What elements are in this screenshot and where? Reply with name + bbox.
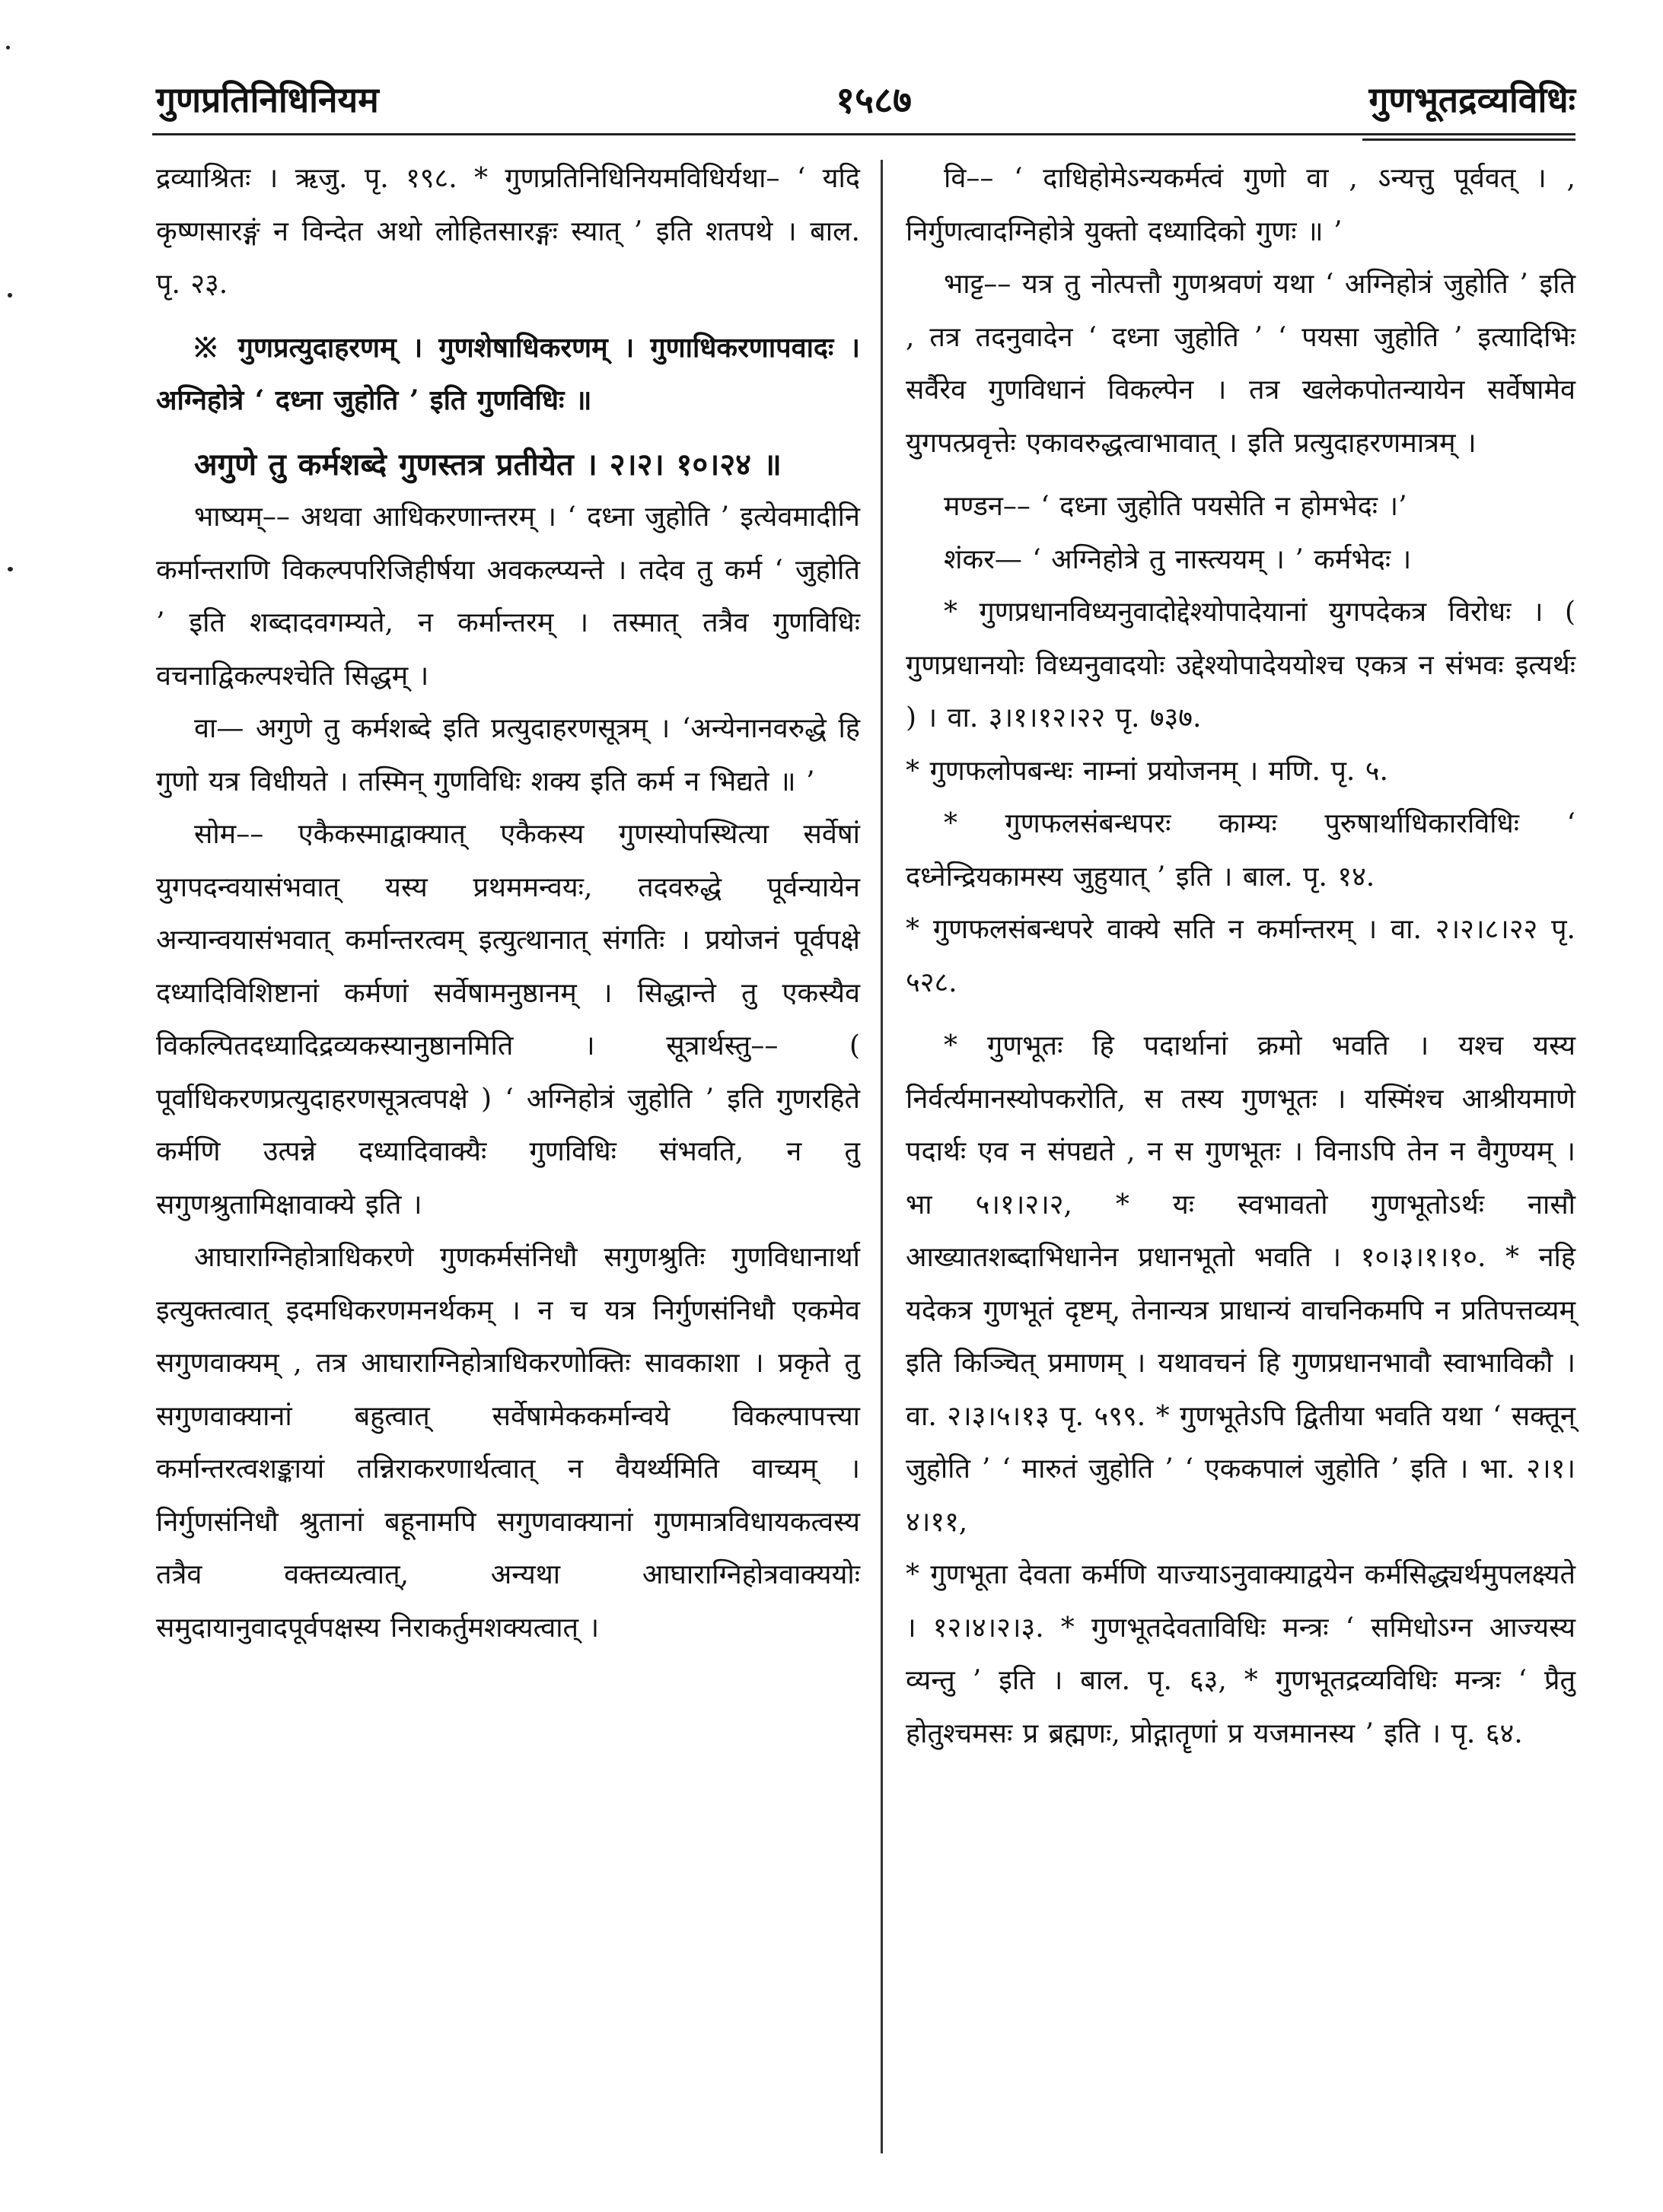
header-left-title: गुणप्रतिनिधिनियम [156,79,379,120]
header-rule [152,133,1575,135]
paragraph: द्रव्याश्रितः । ऋजु. पृ. १९८. * गुणप्रतिनिधिनियमविधिर्यथा– ‘ यदि कृष्णसारङ्गं न विन्देत अथो लोहितसारङ्गः स्यात् ’ इति शतपथे । बाल. पृ. २३. [156,163,860,300]
paragraph: शंकर— ‘ अग्निहोत्रे तु नास्त्ययम् । ’ कर्मभेदः । [944,543,1412,575]
paragraph: वा— अगुणे तु कर्मशब्दे इति प्रत्युदाहरणसूत्रम् । ‘अन्येनानवरुद्धे हि गुणो यत्र विधीयते । तस्मिन् गुणविधिः शक्य इति कर्म न भिद्यते ॥ ’ [156,713,860,797]
header-right-title: गुणभूतद्रव्यविधिः [1368,79,1575,120]
paragraph: मण्डन–– ‘ दध्ना जुहोति पयसेति न होमभेदः ।’ [944,491,1407,522]
paragraph: ※ गुणप्रत्युदाहरणम् । गुणशेषाधिकरणम् । गुणाधिकरणापवादः । अग्निहोत्रे ‘ दध्ना जुहोति ’ इति गुणविधिः ॥ [156,331,860,416]
right-column [906,152,1575,1760]
paragraph: भाट्ट–– यत्र तु नोत्पत्तौ गुणश्रवणं यथा ‘ अग्निहोत्रं जुहोति ’ इति , तत्र तदनुवादेन ‘ दध्ना जुहोति ’ ‘ पयसा जुहोति ’ इत्यादिभिः सर्वैरेव गुणविधानं विकल्पेन । तत्र खलेकपोतन्यायेन सर्वेषामेव युगपत्प्रवृत्तेः एकावरुद्धत्वाभावात् । इति प्रत्युदाहरणमात्रम् । [906,269,1575,459]
paragraph: * गुणप्रधानविध्यनुवादोद्देश्योपादेयानां युगपदेकत्र विरोधः । ( गुणप्रधानयोः विध्यनुवादयोः उद्देश्योपादेययोश्च एकत्र न संभवः इत्यर्थः ) । वा. ३।१।१२।२२ पृ. ७३७. [906,597,1575,734]
paragraph: भाष्यम्–– अथवा आधिकरणान्तरम् । ‘ दध्ना जुहोति ’ इत्येवमादीनि कर्मान्तराणि विकल्पपरिजिहीर्षया अवकल्प्यन्ते । तदेव तु कर्म ‘ जुहोति ’ इति शब्दादवगम्यते, न कर्मान्तरम् । तस्मात् तत्रैव गुणविधिः वचनाद्विकल्पश्चेति सिद्धम् । [156,501,860,692]
page-number: १५८७ [836,78,913,122]
running-header [156,72,1575,126]
paragraph: * गुणभूता देवता कर्मणि याज्याऽनुवाक्याद्वयेन कर्मसिद्ध्यर्थमुपलक्ष्यते । १२।४।२।३. * गुणभूतदेवताविधिः मन्त्रः ‘ समिधोऽग्न आज्यस्य व्यन्तु ’ इति । बाल. पृ. ६३, * गुणभूतद्रव्यविधिः मन्त्रः ‘ प्रैतु होतुश्चमसः प्र ब्रह्मणः, प्रोद्गातॄणां प्र यजमानस्य ’ इति । पृ. ६४. [906,1559,1575,1749]
left-column [156,152,860,1654]
sutra: अगुणे तु कर्मशब्दे गुणस्तत्र प्रतीयेत । २।२। १०।२४ ॥ [194,446,782,482]
paragraph: * गुणभूतः हि पदार्थानां क्रमो भवति । यश्च यस्य निर्वर्त्यमानस्योपकरोति, स तस्य गुणभूतः । यस्मिंश्च आश्रीयमाणे पदार्थः एव न संपद्यते , न स गुणभूतः । विनाऽपि तेन न वैगुण्यम् । भा ५।१।२।२, * यः स्वभावतो गुणभूतोऽर्थः नासौ आख्यातशब्दाभिधानेन प्रधानभूतो भवति । १०।३।१।१०. * नहि यदेकत्र गुणभूतं दृष्टम्, तेनान्यत्र प्राधान्यं वाचनिकमपि न प्रतिपत्तव्यम् इति किञ्चित् प्रमाणम् । यथावचनं हि गुणप्रधानभावौ स्वाभाविकौ । वा. २।३।५।१३ पृ. ५९९. * गुणभूतेऽपि द्वितीया भवति यथा ‘ सक्तून् जुहोति ’ ‘ मारुतं जुहोति ’ ‘ एककपालं जुहोति ’ इति । भा. २।१।४।११, [906,1030,1575,1538]
paragraph: * गुणफलोपबन्धः नाम्नां प्रयोजनम् । मणि. पृ. ५. [906,755,1388,787]
paragraph: वि–– ‘ दाधिहोमेऽन्यकर्मत्वं गुणो वा , ऽन्यत्तु पूर्ववत् । , निर्गुणत्वादग्निहोत्रे युक्तो दध्यादिको गुणः ॥ ’ [906,163,1575,247]
paragraph: * गुणफलसंबन्धपरे वाक्ये सति न कर्मान्तरम् । वा. २।२।८।२२ पृ. ५२८. [906,914,1575,998]
margin-dot [6,46,10,49]
margin-dot [8,293,12,298]
column-divider [881,160,883,2153]
paragraph: * गुणफलसंबन्धपरः काम्यः पुरुषार्थाधिकारविधिः ‘ दध्नेन्द्रियकामस्य जुहुयात् ’ इति । बाल. पृ. १४. [906,808,1575,893]
margin-dot [8,567,13,571]
paragraph: सोम–– एकैकस्माद्वाक्यात् एकैकस्य गुणस्योपस्थित्या सर्वेषां युगपदन्वयासंभवात् यस्य प्रथममन्वयः, तदवरुद्धे पूर्वन्यायेन अन्यान्वयासंभवात् कर्मान्तरत्वम् इत्युत्थानात् संगतिः । प्रयोजनं पूर्वपक्षे दध्यादिविशिष्टानां कर्मणां सर्वेषामनुष्ठानम् । सिद्धान्ते तु एकस्यैव विकल्पितदध्यादिद्रव्यकस्यानुष्ठानमिति । सूत्रार्थस्तु–– ( पूर्वाधिकरणप्रत्युदाहरणसूत्रत्वपक्षे ) ‘ अग्निहोत्रं जुहोति ’ इति गुणरहिते कर्मणि उत्पन्ने दध्यादिवाक्यैः गुणविधिः संभवति, न तु सगुणश्रुतामिक्षावाक्ये इति । [156,819,860,1221]
paragraph: आघाराग्निहोत्राधिकरणे गुणकर्मसंनिधौ सगुणश्रुतिः गुणविधानार्था इत्युक्तत्वात् इदमधिकरणमनर्थकम् । न च यत्र निर्गुणसंनिधौ एकमेव सगुणवाक्यम् , तत्र आघाराग्निहोत्राधिकरणोक्तिः सावकाशा । प्रकृते तु सगुणवाक्यानां बहुत्वात् सर्वेषामेककर्मान्वये विकल्पापत्त्या कर्मान्तरत्वशङ्कायां तन्निराकरणार्थत्वात् न वैयर्थ्यमिति वाच्यम् । निर्गुणसंनिधौ श्रुतानां बहूनामपि सगुणवाक्यानां गुणमात्रविधायकत्वस्य तत्रैव वक्तव्यत्वात्, अन्यथा आघाराग्निहोत्रवाक्ययोः समुदायानुवादपूर्वपक्षस्य निराकर्तुमशक्यत्वात् । [156,1242,860,1644]
header-rule-short [1362,138,1575,141]
